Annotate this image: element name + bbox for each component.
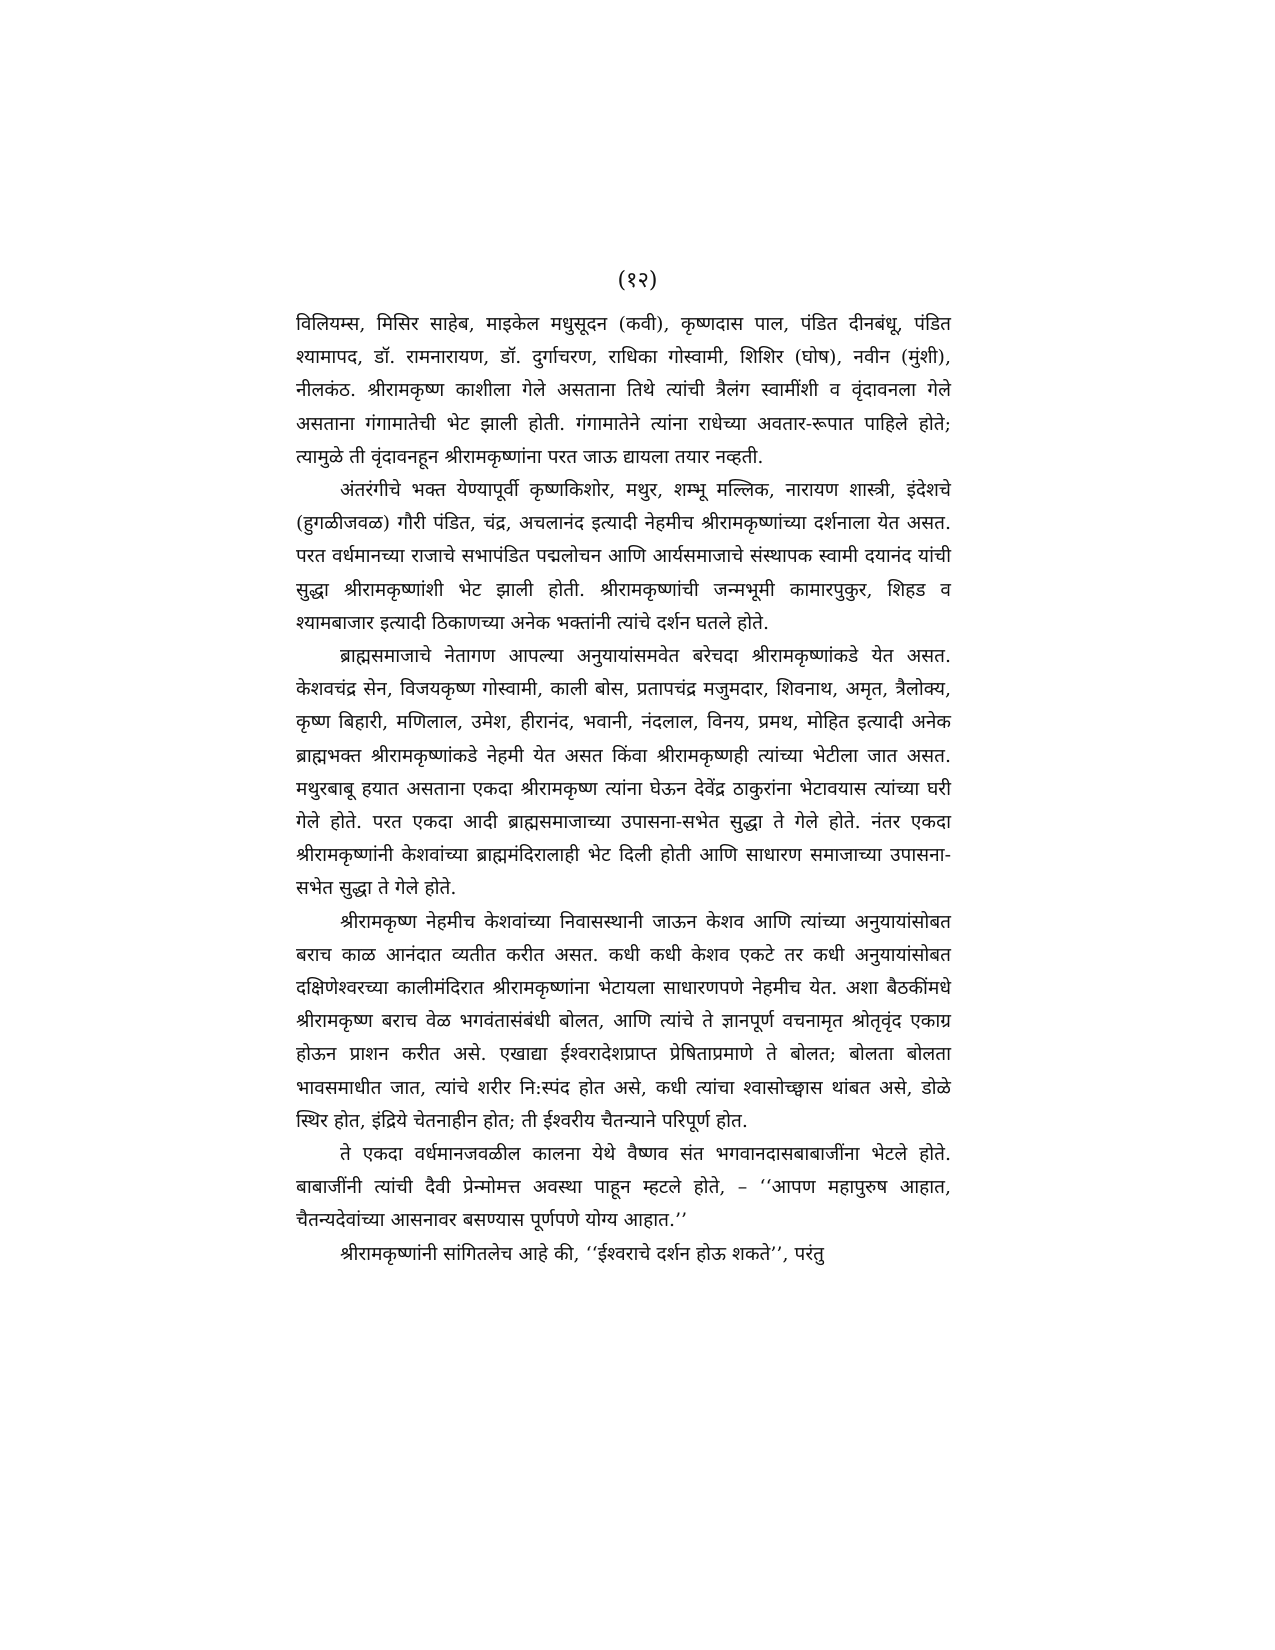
page-number: (१२): [617, 268, 658, 293]
paragraph-4: श्रीरामकृष्ण नेहमीच केशवांच्या निवासस्थानी जाऊन केशव आणि त्यांच्या अनुयायांसोबत बराच काळ आनंदात व्यतीत करीत असत. कधी कधी केशव एकटे तर कधी अनुयायांसोबत दक्षिणेश्वरच्या कालीमंदिरात श्रीरामकृष्णांना भेटायला साधारणपणे नेहमीच येत. अशा बैठकींमधे श्रीरामकृष्ण बराच वेळ भगवंतासंबंधी बोलत, आणि त्यांचे ते ज्ञानपूर्ण वचनामृत श्रोतृवृंद एकाग्र होऊन प्राशन करीत असे. एखाद्या ईश्वरादेशप्राप्त प्रेषिताप्रमाणे ते बोलत; बोलता बोलता भावसमाधीत जात, त्यांचे शरीर नि:स्पंद होत असे, कधी त्यांचा श्वासोच्छ्वास थांबत असे, डोळे स्थिर होत, इंद्रिये चेतनाहीन होत; ती ईश्वरीय चैतन्याने परिपूर्ण होत.: [296, 910, 951, 1132]
paragraph-3: ब्राह्मसमाजाचे नेतागण आपल्या अनुयायांसमवेत बरेचदा श्रीरामकृष्णांकडे येत असत. केशवचंद्र सेन, विजयकृष्ण गोस्वामी, काली बोस, प्रतापचंद्र मजुमदार, शिवनाथ, अमृत, त्रैलोक्य, कृष्ण बिहारी, मणिलाल, उमेश, हीरानंद, भवानी, नंदलाल, विनय, प्रमथ, मोहित इत्यादी अनेक ब्राह्मभक्त श्रीरामकृष्णांकडे नेहमी येत असत किंवा श्रीरामकृष्णही त्यांच्या भेटीला जात असत. मथुरबाबू हयात असताना एकदा श्रीरामकृष्ण त्यांना घेऊन देवेंद्र ठाकुरांना भेटावयास त्यांच्या घरी गेले होते. परत एकदा आदी ब्राह्मसमाजाच्या उपासना-सभेत सुद्धा ते गेले होते. नंतर एकदा श्रीरामकृष्णांनी केशवांच्या ब्राह्ममंदिरालाही भेट दिली होती आणि साधारण समाजाच्या उपासना-सभेत सुद्धा ते गेले होते.: [296, 645, 951, 900]
body-text: [296, 308, 951, 1271]
paragraph-2: अंतरंगीचे भक्त येण्यापूर्वी कृष्णकिशोर, मथुर, शम्भू मल्लिक, नारायण शास्त्री, इंदेशचे (हुगळीजवळ) गौरी पंडित, चंद्र, अचलानंद इत्यादी नेहमीच श्रीरामकृष्णांच्या दर्शनाला येत असत. परत वर्धमानच्या राजाचे सभापंडित पद्मलोचन आणि आर्यसमाजाचे संस्थापक स्वामी दयानंद यांची सुद्धा श्रीरामकृष्णांशी भेट झाली होती. श्रीरामकृष्णांची जन्मभूमी कामारपुकुर, शिहड व श्यामबाजार इत्यादी ठिकाणच्या अनेक भक्तांनी त्यांचे दर्शन घतले होते.: [296, 479, 951, 634]
paragraph-5: ते एकदा वर्धमानजवळील कालना येथे वैष्णव संत भगवानदासबाबाजींना भेटले होते. बाबाजींनी त्यांची दैवी प्रेन्मोमत्त अवस्था पाहून म्हटले होते, – ‘‘आपण महापुरुष आहात, चैतन्यदेवांच्या आसनावर बसण्यास पूर्णपणे योग्य आहात.’’: [296, 1143, 951, 1232]
paragraph-6: श्रीरामकृष्णांनी सांगितलेच आहे की, ‘‘ईश्वराचे दर्शन होऊ शकते’’, परंतु: [340, 1242, 824, 1265]
paragraph-1: विलियम्स, मिसिर साहेब, माइकेल मधुसूदन (कवी), कृष्णदास पाल, पंडित दीनबंधू, पंडित श्यामापद, डॉ. रामनारायण, डॉ. दुर्गाचरण, राधिका गोस्वामी, शिशिर (घोष), नवीन (मुंशी), नीलकंठ. श्रीरामकृष्ण काशीला गेले असताना तिथे त्यांची त्रैलंग स्वामींशी व वृंदावनला गेले असताना गंगामातेची भेट झाली होती. गंगामातेने त्यांना राधेच्या अवतार-रूपात पाहिले होते; त्यामुळे ती वृंदावनहून श्रीरामकृष्णांना परत जाऊ द्यायला तयार नव्हती.: [296, 313, 951, 468]
